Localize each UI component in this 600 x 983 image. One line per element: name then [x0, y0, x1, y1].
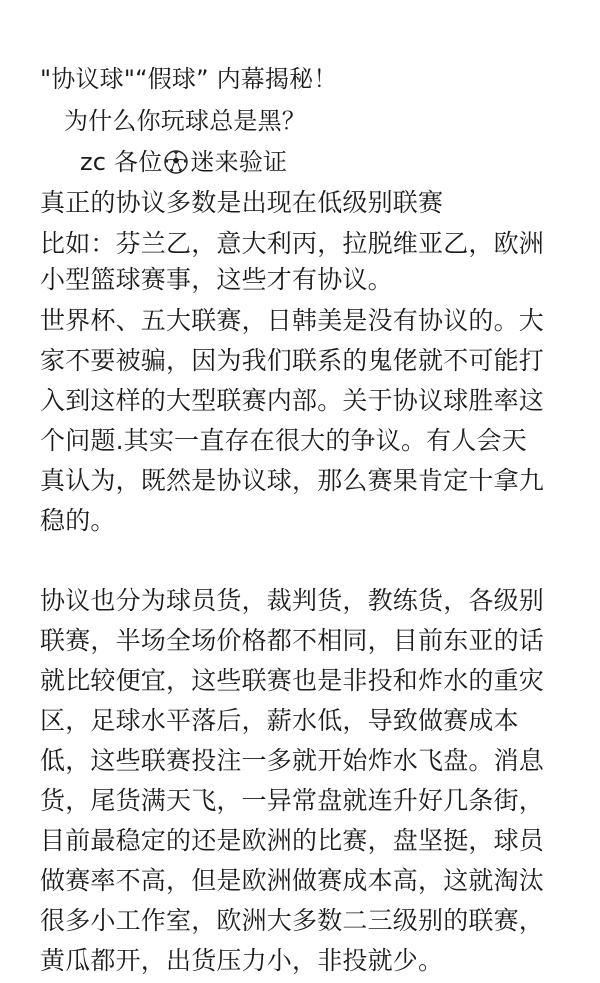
body-line: 联赛，半场全场价格都不相同，目前东亚的话	[40, 626, 545, 655]
body-line: 稳的。	[40, 506, 116, 535]
body-line: 比如：芬兰乙，意大利丙，拉脱维亚乙，欧洲	[40, 229, 545, 258]
body-line: 家不要被骗，因为我们联系的鬼佬就不可能打	[40, 346, 545, 375]
body-line: 真正的协议多数是出现在低级别联赛	[40, 188, 444, 217]
body-line: 协议也分为球员货，裁判货，教练货，各级别	[40, 586, 545, 615]
body-line: 小型篮球赛事，这些才有协议。	[40, 265, 393, 294]
body-line: 区，足球水平落后，薪水低，导致做赛成本	[40, 706, 519, 735]
subtitle-question: 为什么你玩球总是黑？	[64, 107, 306, 135]
subtitle-invite	[80, 145, 287, 179]
body-line: 个问题.其实一直存在很大的争议。有人会天	[40, 426, 527, 455]
body-line: 目前最稳定的还是欧洲的比赛，盘坚挺，球员	[40, 826, 545, 855]
body-line: 真认为，既然是协议球，那么赛果肯定十拿九	[40, 466, 545, 495]
body-line: 世界杯、五大联赛，日韩美是没有协议的。大	[40, 306, 545, 335]
body-line: 做赛率不高，但是欧洲做赛成本高，这就淘汰	[40, 866, 545, 895]
subtitle-invite-post: 迷来验证	[190, 148, 288, 176]
post-title: "协议球"“假球” 内幕揭秘！	[40, 65, 338, 93]
body-line: 低，这些联赛投注一多就开始炸水飞盘。消息	[40, 746, 545, 775]
body-line: 就比较便宜，这些联赛也是非投和炸水的重灾	[40, 666, 545, 695]
soccer-ball-icon	[164, 150, 188, 174]
body-line: 入到这样的大型联赛内部。关于协议球胜率这	[40, 386, 545, 415]
body-line: 黄瓜都开，出货压力小，非投就少。	[40, 946, 444, 975]
body-line: 货，尾货满天飞，一异常盘就连升好几条街，	[40, 786, 545, 815]
body-line: 很多小工作室，欧洲大多数二三级别的联赛，	[40, 906, 545, 935]
subtitle-invite-pre: zc 各位	[80, 148, 163, 176]
